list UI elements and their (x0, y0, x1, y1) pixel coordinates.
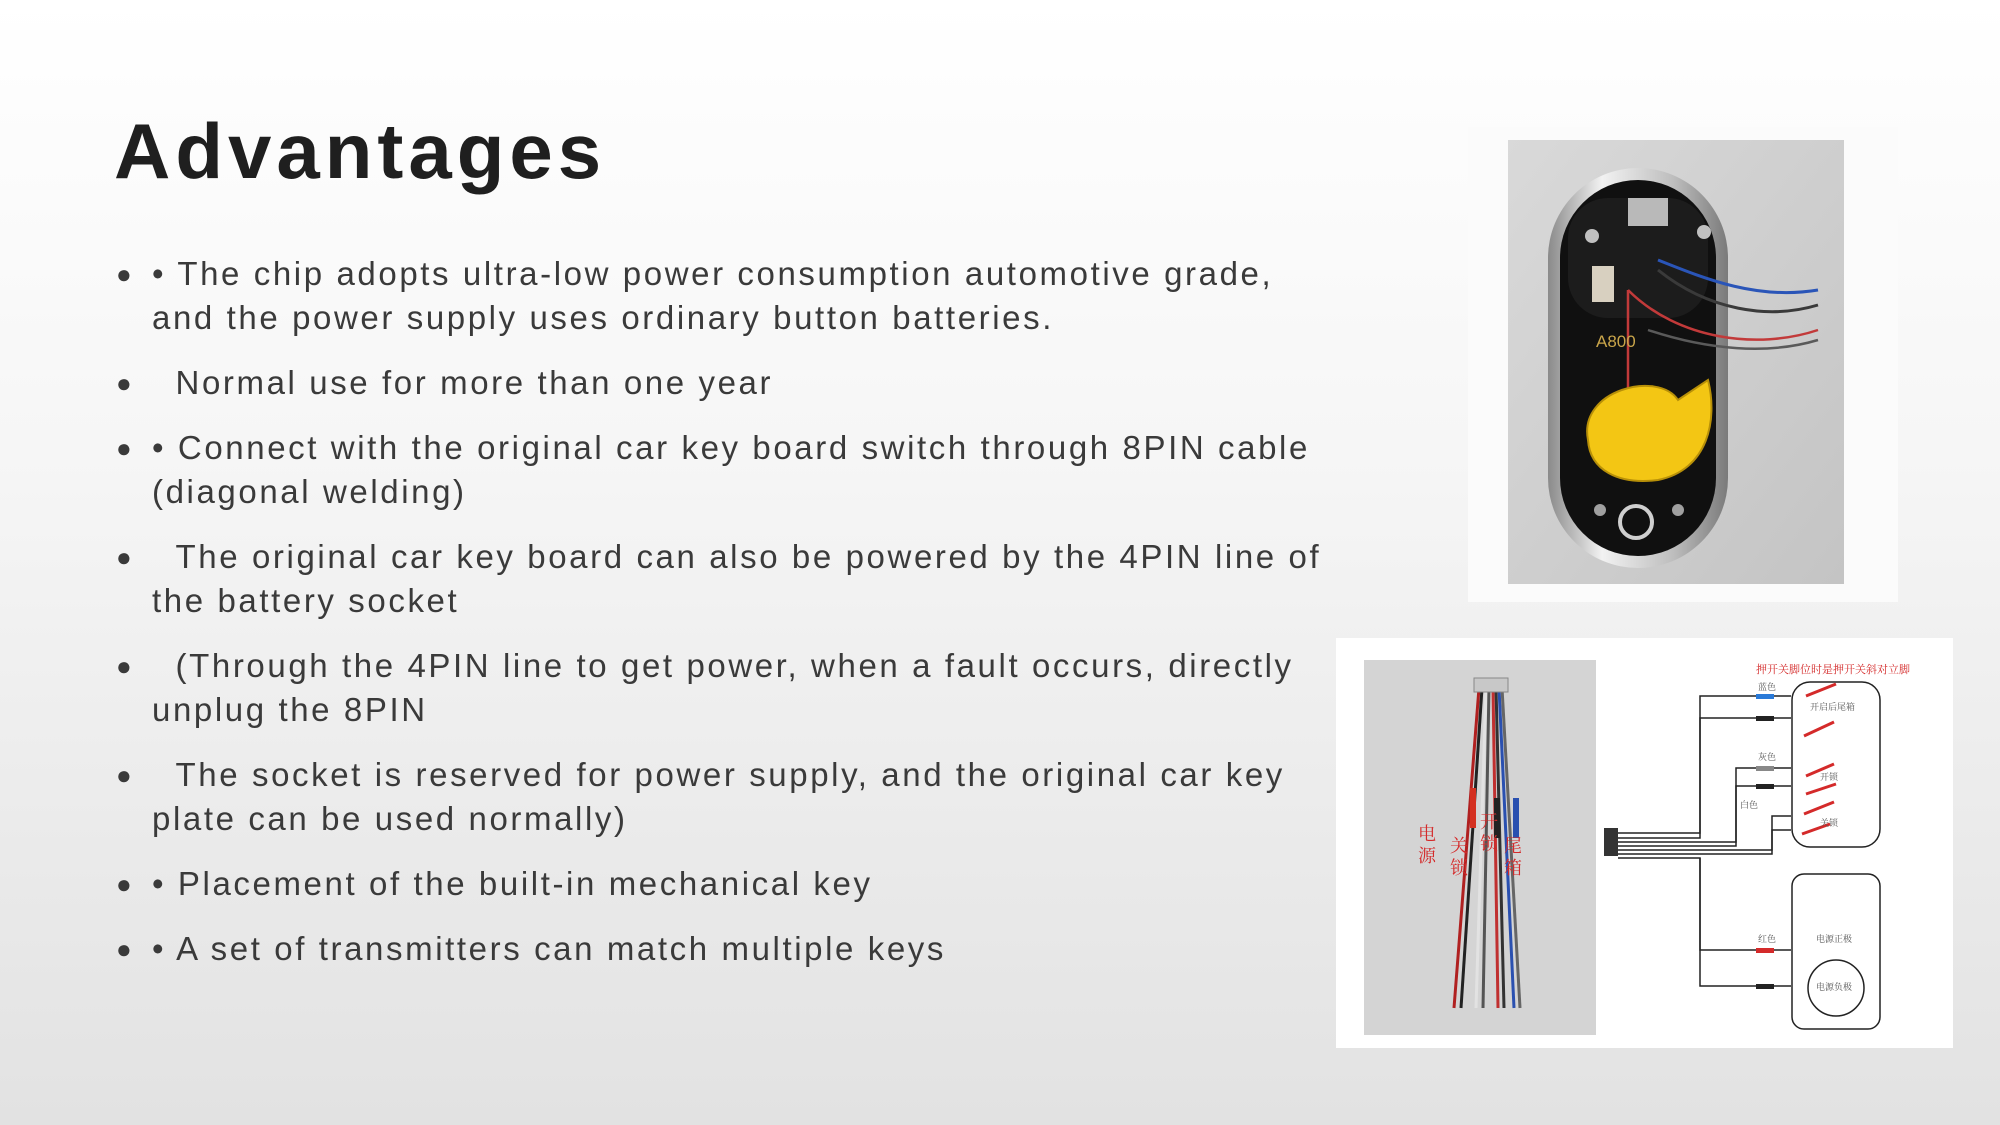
wire-label: 电 (1418, 824, 1436, 844)
bullet-marker: ● (116, 760, 135, 790)
bullet-marker: ● (116, 934, 135, 964)
bullet-text: The original car key board can also be powered by the 4PIN line of the battery socket (152, 538, 1333, 619)
wire-label: 关 (1450, 836, 1468, 856)
bullet-text: Normal use for more than one year (152, 364, 774, 401)
bullet-text: (Through the 4PIN line to get power, when a fault occurs, directly unplug the 8PIN (152, 647, 1306, 728)
diagram-label: 蓝色 (1758, 682, 1777, 692)
bullet-marker: ● (116, 542, 135, 572)
diagram-label: 灰色 (1758, 752, 1777, 762)
bullet-text: • Connect with the original car key board switch through 8PIN cable (diagonal welding) (152, 429, 1310, 510)
diagram-label: 红色 (1758, 934, 1777, 944)
key-fob-photo (1468, 127, 1898, 602)
wire-label: 锁 (1450, 858, 1468, 878)
wire-label: 锁 (1480, 834, 1498, 854)
diagram-label: 关锁 (1820, 818, 1839, 828)
advantages-list (114, 252, 1344, 971)
bullet-marker: ● (116, 433, 135, 463)
diagram-label: 开启后尾箱 (1810, 702, 1856, 712)
diagram-label: 电源正极 (1816, 934, 1853, 944)
bullet-marker: ● (116, 368, 135, 398)
key-fob-illustration (1508, 140, 1844, 584)
bullet-text: The socket is reserved for power supply, and the original car key plate can be used normally) (152, 756, 1297, 837)
bullet-item (114, 753, 1344, 841)
diagram-label: 电源负极 (1816, 982, 1853, 992)
bullet-item (114, 252, 1344, 340)
wiring-illustration (1336, 638, 1953, 1048)
bullet-item (114, 927, 1344, 971)
diagram-label: 开锁 (1820, 772, 1839, 782)
wire-label: 开 (1480, 812, 1498, 832)
bullet-item (114, 361, 1344, 405)
board-label: A800 (1596, 332, 1636, 351)
wire-label: 源 (1418, 846, 1436, 866)
bullet-marker: ● (116, 259, 135, 289)
bullet-text: • The chip adopts ultra-low power consumption automotive grade, and the power supply uses ordinary button batteries. (152, 255, 1274, 336)
diagram-header: 押开关脚位时是押开关斜对立脚 (1756, 664, 1910, 676)
bullet-item (114, 535, 1344, 623)
diagram-label: 白色 (1740, 800, 1759, 810)
bullet-text: • Placement of the built-in mechanical key (152, 865, 873, 902)
wire-label: 箱 (1504, 858, 1522, 878)
bullet-text: • A set of transmitters can match multiple keys (152, 930, 947, 967)
wire-label: 尾 (1504, 836, 1522, 856)
bullet-marker: ● (116, 651, 135, 681)
bullet-item (114, 644, 1344, 732)
bullet-item (114, 426, 1344, 514)
wiring-diagram-image (1336, 638, 1953, 1048)
bullet-item (114, 862, 1344, 906)
bullet-marker: ● (116, 869, 135, 899)
slide-title: Advantages (114, 107, 607, 195)
